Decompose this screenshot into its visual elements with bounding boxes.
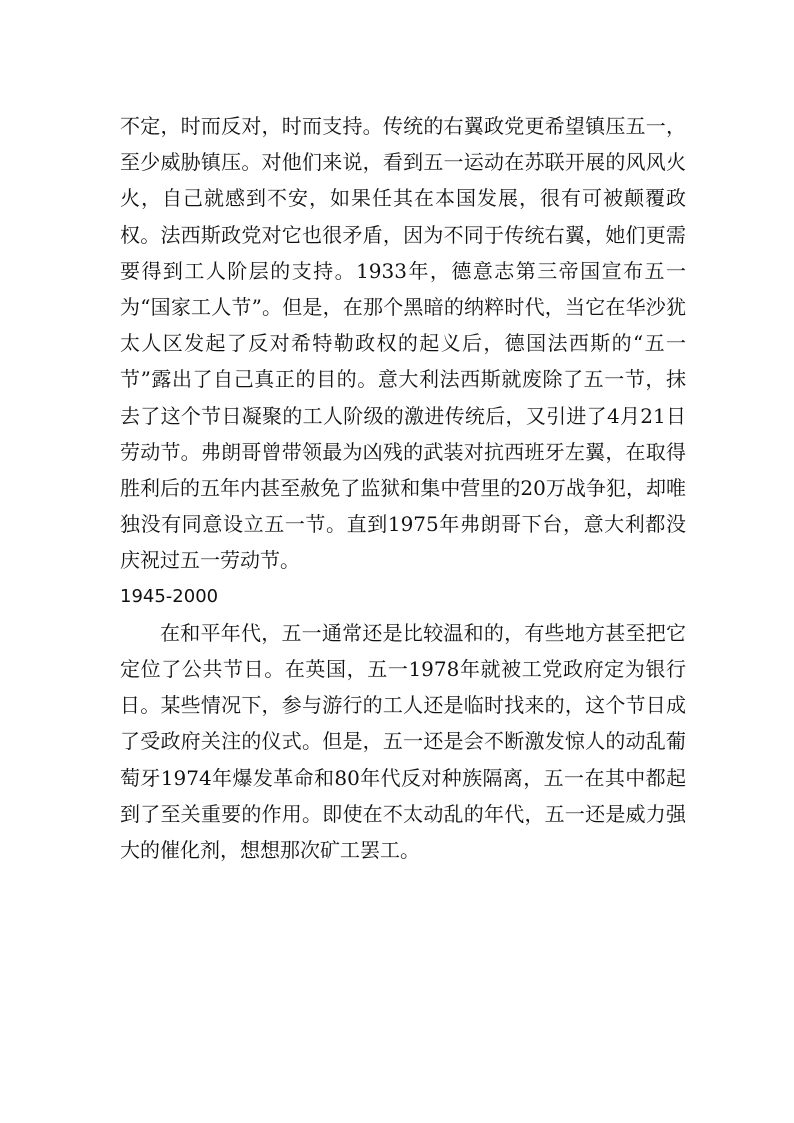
document-body: [120, 108, 686, 868]
section-heading-1945-2000: 1945-2000: [120, 585, 219, 607]
paragraph-2: 在和平年代，五一通常还是比较温和的，有些地方甚至把它定位了公共节日。在英国，五一1978年就被工党政府定为银行日。某些情况下，参与游行的工人还是临时找来的，这个节日成了受政府关注的仪式。但是，五一还是会不断激发惊人的动乱葡萄牙1974年爆发革命和80年代反对种族隔离，五一在其中都起到了至关重要的作用。即使在不太动乱的年代，五一还是威力强大的催化剂，想想那次矿工罢工。: [120, 620, 686, 863]
paragraph-1: 不定，时而反对，时而支持。传统的右翼政党更希望镇压五一，至少威胁镇压。对他们来说，看到五一运动在苏联开展的风风火火，自己就感到不安，如果任其在本国发展，很有可被颠覆政权。法西斯政党对它也很矛盾，因为不同于传统右翼，她们更需要得到工人阶层的支持。1933年，德意志第三帝国宣布五一为“国家工人节”。但是，在那个黑暗的纳粹时代，当它在华沙犹太人区发起了反对希特勒政权的起义后，德国法西斯的“五一节”露出了自己真正的目的。意大利法西斯就废除了五一节，抹去了这个节日凝聚的工人阶级的激进传统后，又引进了4月21日劳动节。弗朗哥曾带领最为凶残的武装对抗西班牙左翼，在取得胜利后的五年内甚至赦免了监狱和集中营里的20万战争犯，却唯独没有同意设立五一节。直到1975年弗朗哥下台，意大利都没庆祝过五一劳动节。: [120, 114, 686, 573]
